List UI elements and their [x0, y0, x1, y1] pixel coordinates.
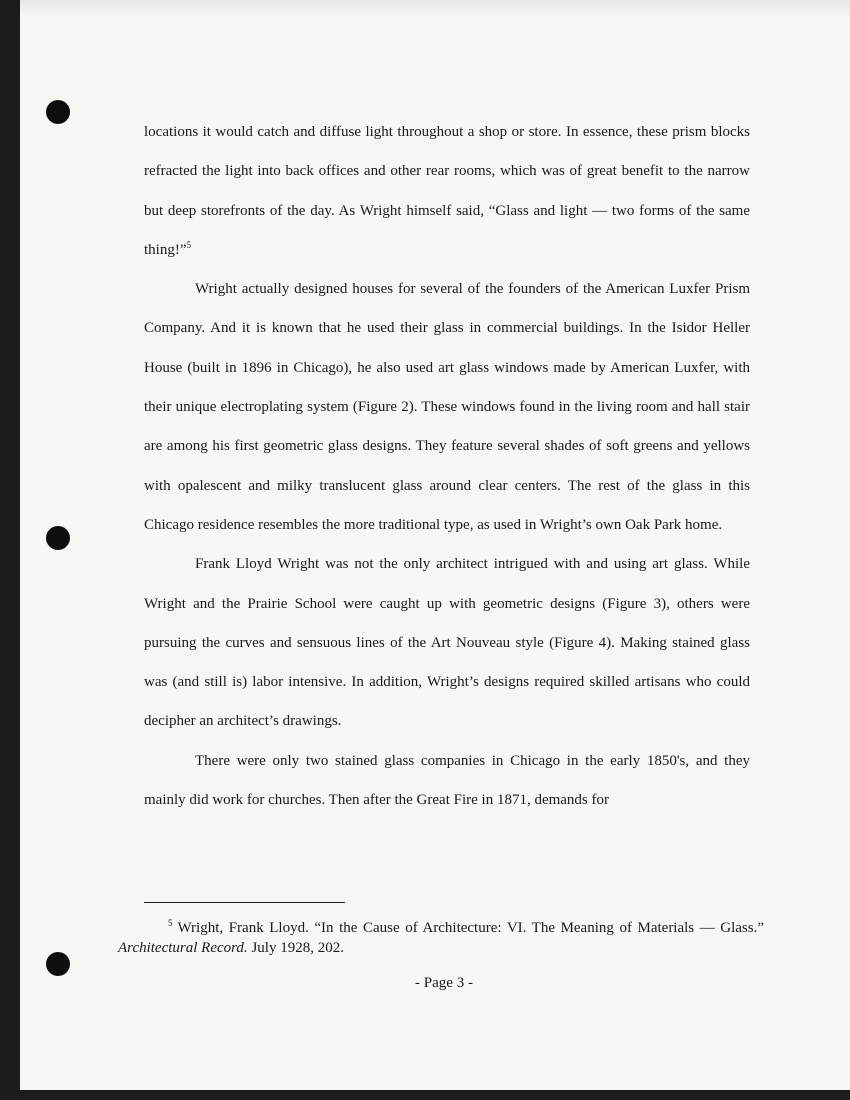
paragraph-1-text: locations it would catch and diffuse light throughout a shop or store. In essence, these prism blocks refracted the light into back offices and other rear rooms, which was of great benefit to the narrow but deep storefronts of the day. As Wright himself said, “Glass and light — two forms of the same thing!” — [144, 124, 750, 258]
footnote — [118, 918, 764, 958]
binder-hole-top — [46, 100, 70, 124]
footnote-reference: 5 — [186, 239, 191, 250]
paragraph-2: Wright actually designed houses for several of the founders of the American Luxfer Prism Company. And it is known that he used their glass in commercial buildings. In the Isidor Heller House (built in 1896 in Chicago), he also used art glass windows made by American Luxfer, with their unique electroplating system (Figure 2). These windows found in the living room and hall stair are among his first geometric glass designs. They feature several shades of soft greens and yellows with opalescent and milky translucent glass around clear centers. The rest of the glass in this Chicago residence resembles the more traditional type, as used in Wright’s own Oak Park home. — [144, 281, 750, 533]
paragraph-1 — [144, 113, 750, 270]
footnote-text-before: Wright, Frank Lloyd. “In the Cause of Architecture: VI. The Meaning of Materials — Glass.” — [177, 920, 764, 936]
footnote-separator — [144, 902, 345, 903]
scan-top-edge — [20, 0, 850, 18]
body-text — [144, 113, 750, 820]
paragraph-3: Frank Lloyd Wright was not the only architect intrigued with and using art glass. While Wright and the Prairie School were caught up with geometric designs (Figure 3), others were pursuing the curves and sensuous lines of the Art Nouveau style (Figure 4). Making stained glass was (and still is) labor intensive. In addition, Wright’s designs required skilled artisans who could decipher an architect’s drawings. — [144, 556, 750, 730]
footnote-text-after: July 1928, 202. — [247, 940, 344, 956]
binder-hole-middle — [46, 526, 70, 550]
scan-left-edge — [0, 0, 20, 1100]
page-number: - Page 3 - — [415, 975, 473, 991]
footnote-journal-title: Architectural Record. — [118, 940, 248, 956]
binder-hole-bottom — [46, 952, 70, 976]
paragraph-4: There were only two stained glass companies in Chicago in the early 1850's, and they mainly did work for churches. Then after the Great Fire in 1871, demands for — [144, 752, 750, 809]
scan-bottom-edge — [0, 1090, 850, 1100]
footnote-number: 5 — [168, 918, 173, 928]
